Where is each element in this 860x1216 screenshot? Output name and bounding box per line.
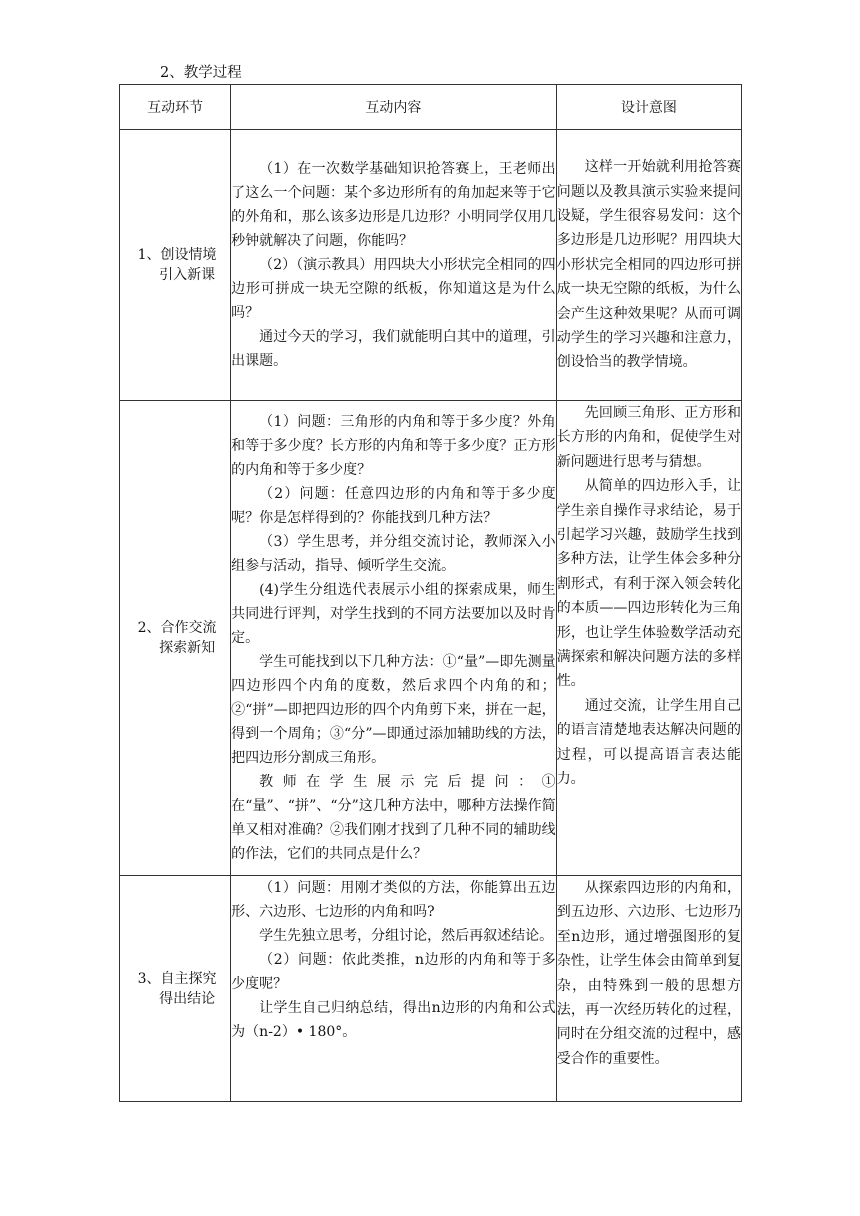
content-paragraph: （2）问题：依此类推，n边形的内角和等于多少度呢？ (231, 952, 556, 992)
content-paragraph: 让学生自己归纳总结，得出n边形的内角和公式为（n-2）• 180°。 (231, 1000, 556, 1040)
stage-line: 2、合作交流 (137, 620, 217, 636)
intent-cell (556, 401, 741, 876)
stage-line: 3、自主探究 (137, 970, 217, 987)
content-paragraph: （1）问题：用刚才类似的方法，你能算出五边形、六边形、七边形的内角和吗? (231, 880, 556, 920)
intent-cell (556, 876, 741, 1102)
stage-cell (120, 130, 231, 401)
content-paragraph: （2）（演示教具）用四块大小形状完全相同的四边形可拼成一块无空隙的纸板，你知道这是为什么吗？ (231, 257, 556, 321)
intent-paragraph: 这样一开始就利用抢答赛问题以及教具演示实验来提问设疑，学生很容易发问：这个多边形是几边形呢？用四块大小形状完全相同的四边形可拼成一块无空隙的纸板，为什么会产生这种效果呢？从而可调动学生的学习兴趣和注意力，创设恰当的教学情境。 (556, 159, 741, 371)
stage-line: 探索新知 (159, 640, 216, 656)
content-paragraph: （1）在一次数学基础知识抢答赛上，王老师出了这么一个问题：某个多边形所有的角加起来等于它的外角和，那么该多边形是几边形？小明同学仅用几秒钟就解决了问题，你能吗？ (231, 161, 556, 249)
intent-paragraph: 从简单的四边形入手，让学生亲自操作寻求结论，易于引起学习兴趣，鼓励学生找到多种方法，让学生体会多种分割形式，有利于深入领会转化的本质——四边形转化为三角形，也让学生体验数学活动充满探索和解决问题方法的多样性。 (556, 478, 741, 690)
stage-line: 1、创设情境 (137, 247, 217, 263)
header-stage: 互动环节 (120, 85, 231, 130)
stage-line: 引入新课 (159, 267, 216, 283)
teaching-process-table (119, 84, 742, 1102)
content-paragraph: 学生可能找到以下几种方法：①“量”—即先测量四边形四个内角的度数，然后求四个内角的和；②“拼”—即把四边形的四个内角剪下来，拼在一起，得到一个周角；③“分”—即通过添加辅助线的方法，把四边形分割成三角形。 (231, 654, 556, 766)
content-cell (231, 130, 557, 401)
content-paragraph: (4)学生分组选代表展示小组的探索成果，师生共同进行评判，对学生找到的不同方法要加以及时肯定。 (231, 582, 556, 646)
table-row (120, 876, 742, 1102)
section-title: 2、教学过程 (160, 65, 242, 81)
intent-cell (556, 130, 741, 401)
content-paragraph: 通过今天的学习，我们就能明白其中的道理，引出课题。 (231, 329, 556, 369)
content-paragraph: （3）学生思考，并分组交流讨论，教师深入小组参与活动，指导、倾听学生交流。 (231, 534, 556, 574)
intent-paragraph: 从探索四边形的内角和，到五边形、六边形、七边形乃至n边形，通过增强图形的复杂性，让学生体会由简单到复杂，由特殊到一般的思想方法，再一次经历转化的过程，同时在分组交流的过程中，感受合作的重要性。 (556, 880, 741, 1067)
table-row (120, 401, 742, 876)
header-intent: 设计意图 (556, 85, 741, 130)
content-paragraph: 教师在学生展示完后提问：①在“量”、“拼”、“分”这几种方法中，哪种方法操作简单又相对准确？②我们刚才找到了几种不同的辅助线的作法，它们的共同点是什么？ (231, 774, 556, 862)
table-row (120, 130, 742, 401)
header-content: 互动内容 (231, 85, 557, 130)
table-header-row (120, 85, 742, 130)
intent-paragraph: 通过交流，让学生用自己的语言清楚地表达解决问题的过程，可以提高语言表达能力。 (556, 697, 741, 788)
content-paragraph: （1）问题：三角形的内角和等于多少度？外角和等于多少度？长方形的内角和等于多少度？正方形的内角和等于多少度？ (231, 414, 556, 478)
content-paragraph: 学生先独立思考，分组讨论，然后再叙述结论。 (259, 928, 554, 944)
content-cell (231, 876, 557, 1102)
stage-cell (120, 876, 231, 1102)
stage-cell (120, 401, 231, 876)
content-paragraph: （2）问题：任意四边形的内角和等于多少度呢？你是怎样得到的？你能找到几种方法？ (231, 486, 556, 526)
intent-paragraph: 先回顾三角形、正方形和长方形的内角和，促使学生对新问题进行思考与猜想。 (556, 405, 741, 470)
content-cell (231, 401, 557, 876)
stage-line: 得出结论 (159, 990, 216, 1007)
